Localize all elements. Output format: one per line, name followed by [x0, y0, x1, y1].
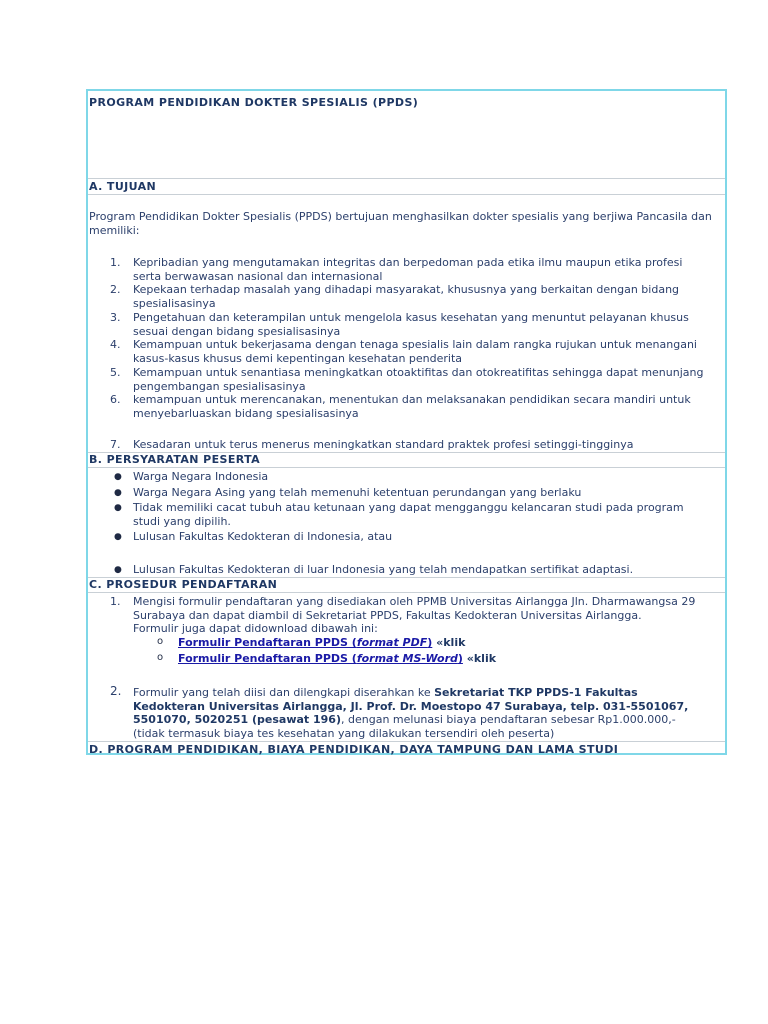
procedure-step-1: Mengisi formulir pendaftaran yang disediakan oleh PPMB Universitas Airlangga Jln. Dharmawangsa 29 Surabaya dan dapat diambil di Sekretariat PPDS, Fakultas Kedokteran Universitas Airlangga. Formulir juga dapat didownload dibawah ini:: [133, 595, 696, 635]
list-item: Kepekaan terhadap masalah yang dihadapi masyarakat, khususnya yang berkaitan dengan bidang spesialisasinya: [133, 283, 680, 310]
list-item: Warga Negara Indonesia: [133, 470, 269, 483]
bullet-icon: ●: [114, 488, 122, 498]
list-item: Kepribadian yang mengutamakan integritas dan berpedoman pada etika ilmu maupun etika profesi serta berwawasan nasional dan internasional: [133, 256, 683, 283]
divider: [88, 741, 725, 742]
document-frame: [86, 89, 727, 755]
divider: [88, 194, 725, 195]
section-d-heading: D. PROGRAM PENDIDIKAN, BIAYA PENDIDIKAN, DAYA TAMPUNG DAN LAMA STUDI: [89, 743, 619, 756]
bullet-icon: ●: [114, 503, 122, 513]
list-item: Kesadaran untuk terus menerus meningkatkan standard praktek profesi setinggi-tingginya: [133, 438, 634, 451]
pdf-form-link[interactable]: Formulir Pendaftaran PPDS (format PDF): [178, 636, 433, 649]
list-number: 2.: [110, 684, 122, 698]
list-number: 3.: [110, 311, 121, 324]
list-number: 1.: [110, 595, 121, 608]
list-number: 1.: [110, 256, 121, 269]
section-a-intro: Program Pendidikan Dokter Spesialis (PPDS) bertujuan menghasilkan dokter spesialis yang berjiwa Pancasila dan memiliki:: [89, 210, 712, 237]
klik-label: «klik: [462, 652, 497, 665]
list-item: Tidak memiliki cacat tubuh atau ketunaan yang dapat mengganggu kelancaran studi pada program studi yang dipilih.: [133, 501, 684, 528]
word-form-link[interactable]: Formulir Pendaftaran PPDS (format MS-Word): [178, 652, 463, 665]
divider: [88, 467, 725, 468]
list-item: kemampuan untuk merencanakan, menentukan dan melaksanakan pendidikan secara mandiri untuk menyebarluaskan bidang spesialisasinya: [133, 393, 691, 420]
list-item: Pengetahuan dan keterampilan untuk mengelola kasus kesehatan yang menuntut pelayanan khusus sesuai dengan bidang spesialisasinya: [133, 311, 689, 338]
list-item: Lulusan Fakultas Kedokteran di luar Indonesia yang telah mendapatkan sertifikat adaptasi.: [133, 563, 634, 576]
section-a-heading: A. TUJUAN: [89, 180, 157, 193]
klik-label: «klik: [432, 636, 466, 649]
circle-bullet-icon: o: [157, 636, 164, 647]
list-number: 5.: [110, 366, 121, 379]
bullet-icon: ●: [114, 472, 122, 482]
divider: [88, 178, 725, 179]
bullet-icon: ●: [114, 532, 122, 542]
list-number: 6.: [110, 393, 121, 406]
list-item: Warga Negara Asing yang telah memenuhi ketentuan perundangan yang berlaku: [133, 486, 582, 499]
list-item: Lulusan Fakultas Kedokteran di Indonesia, atau: [133, 530, 393, 543]
circle-bullet-icon: o: [157, 652, 164, 663]
bullet-icon: ●: [114, 565, 122, 575]
section-c-heading: C. PROSEDUR PENDAFTARAN: [89, 578, 278, 591]
list-item: Kemampuan untuk senantiasa meningkatkan otoaktifitas dan otokreatifitas sehingga dapat menunjang pengembangan spesialisasinya: [133, 366, 704, 393]
list-number: 2.: [110, 283, 121, 296]
word-form-link-row: [178, 652, 719, 666]
page-title: PROGRAM PENDIDIKAN DOKTER SPESIALIS (PPDS): [89, 96, 419, 109]
list-number: 4.: [110, 338, 121, 351]
divider: [88, 592, 725, 593]
list-number: 7.: [110, 438, 121, 451]
procedure-step-2: Formulir yang telah diisi dan dilengkapi diserahkan ke Sekretariat TKP PPDS-1 Fakultas Kedokteran Universitas Airlangga, Jl. Prof. Dr. Moestopo 47 Surabaya, telp. 031-5501067, 5501070, 5020251 (pesawat 196), dengan melunasi biaya pendaftaran sebesar Rp1.000.000,- (tidak termasuk biaya tes kesehatan yang dilakukan tersendiri oleh peserta): [133, 686, 689, 740]
section-b-heading: B. PERSYARATAN PESERTA: [89, 453, 261, 466]
pdf-form-link-row: [178, 636, 719, 650]
list-item: Kemampuan untuk bekerjasama dengan tenaga spesialis lain dalam rangka rujukan untuk menangani kasus-kasus khusus demi kepentingan kesehatan penderita: [133, 338, 697, 365]
